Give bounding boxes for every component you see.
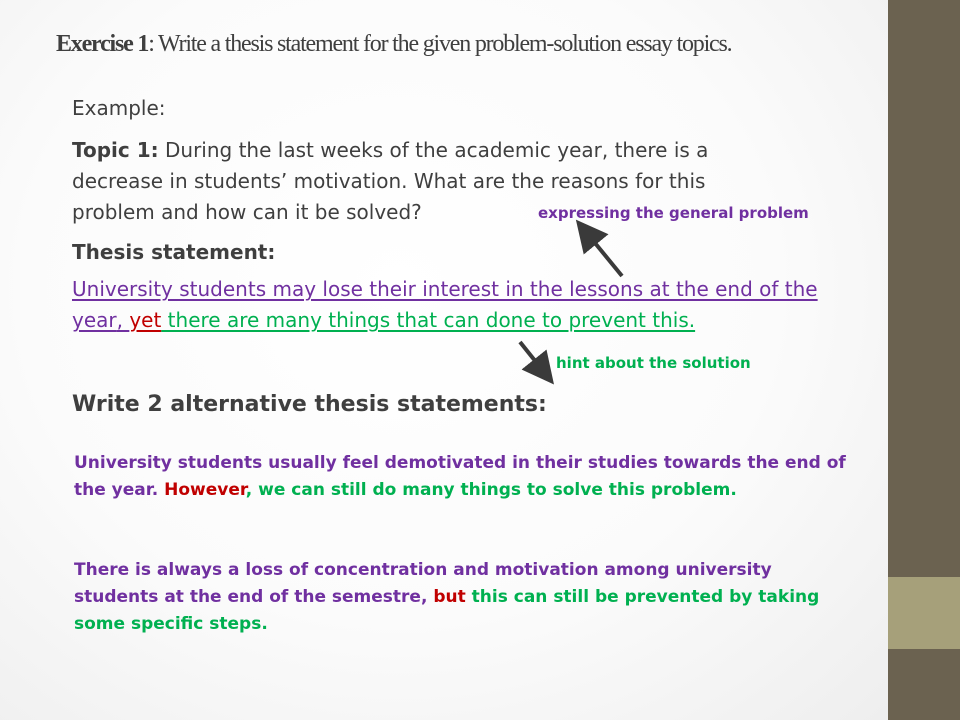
sidebar-light-band (888, 577, 960, 649)
example-label: Example: (72, 96, 166, 120)
arrow-to-solution-annotation (520, 342, 544, 372)
alternative-statement-1 (74, 450, 874, 504)
thesis-label: Thesis statement: (72, 240, 276, 264)
sidebar-dark-band-bottom (888, 649, 960, 720)
sidebar-dark-band (888, 0, 960, 577)
alternative-statement-2 (74, 557, 834, 638)
alt2-solution: this can still be prevented by taking some specific steps. (74, 587, 820, 634)
alt1-solution: , we can still do many things to solve this problem. (245, 480, 737, 500)
thesis-solution: there are many things that can done to prevent this. (161, 308, 696, 332)
alt2-connector: but (433, 587, 466, 607)
write-alternatives-label: Write 2 alternative thesis statements: (72, 392, 547, 417)
annotation-problem: expressing the general problem (538, 204, 809, 222)
alt2-problem: There is always a loss of concentration and motivation among university students at the end of the semestre, (74, 560, 772, 607)
title-rest: : Write a thesis statement for the given problem-solution essay topics. (148, 31, 732, 57)
topic-label: Topic 1: (72, 138, 159, 162)
annotation-solution: hint about the solution (556, 354, 751, 372)
thesis-problem: University students may lose their interest in the lessons at the end of the year (72, 277, 818, 332)
alt1-connector: However (164, 480, 246, 500)
thesis-comma: , (116, 308, 130, 332)
thesis-connector: yet (129, 308, 162, 332)
alt1-problem: University students usually feel demotivated in their studies towards the end of the year. (74, 453, 846, 500)
title-bold: Exercise 1 (56, 31, 149, 57)
topic-text: During the last weeks of the academic year, there is a decrease in students’ motivation. What are the reasons for this problem and how can it be solved? (72, 138, 709, 224)
arrow-to-problem-annotation (586, 232, 622, 276)
